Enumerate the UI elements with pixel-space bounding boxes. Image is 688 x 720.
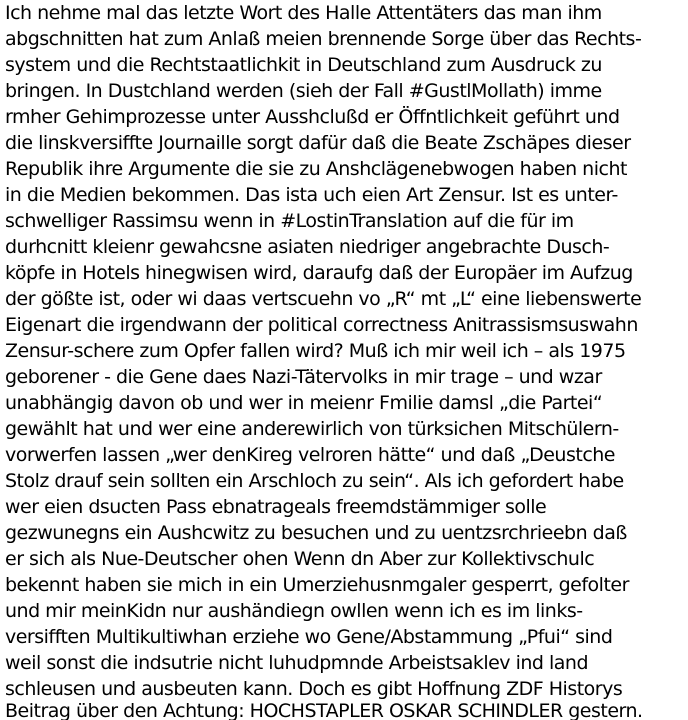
text-line: Eigenart die irgendwann der political correctness Anitrassismsuswahn: [5, 314, 638, 336]
text-line: in die Medien bekommen. Das ista uch eien Art Zensur. Ist es unter-: [5, 184, 618, 206]
text-line: er sich als Nue-Deutscher ohen Wenn dn Aber zur Kollektivschulc: [5, 548, 595, 570]
text-line: wer eien dsucten Pass ebnatrageals freemdstämmiger solle: [5, 496, 547, 518]
text-line: die linskversiffte Journaille sorgt dafür daß die Beate Zschäpes dieser: [5, 132, 631, 154]
text-line: bringen. In Dustchland werden (sieh der Fall #GustlMollath) imme: [5, 80, 602, 102]
text-line: Stolz drauf sein sollten ein Arschloch zu sein“. Als ich gefordert habe: [5, 470, 624, 492]
text-line: versifften Multikultiwhan erziehe wo Gene/Abstammung „Pfui“ sind: [5, 626, 613, 648]
text-line: weil sonst die indsutrie nicht luhudpmnde Arbeistsaklev ind land: [5, 652, 589, 674]
text-line: köpfe in Hotels hinegwisen wird, daraufg daß der Europäer im Aufzug: [5, 262, 633, 284]
text-line: der gößte ist, oder wi daas vertscuehn vo „R“ mt „L“ eine liebenswerte: [5, 288, 642, 310]
text-line: Ich nehme mal das letzte Wort des Halle Attentäters das man ihm: [5, 2, 602, 24]
text-line: gewählt hat und wer eine anderewirlich von türksichen Mitschülern-: [5, 418, 619, 440]
text-line: Republik ihre Argumente die sie zu Anshclägenebwogen haben nicht: [5, 158, 627, 180]
text-line: rmher Gehimprozesse unter Ausshclußd er Öffntlichkeit geführt und: [5, 106, 620, 128]
text-line: geborener - die Gene daes Nazi-Tätervolks in mir trage – und wzar: [5, 366, 602, 388]
text-line: schwelliger Rassimsu wenn in #LostinTranslation auf die für im: [5, 210, 574, 232]
text-line: abgschnitten hat zum Anlaß meien brennende Sorge über das Rechts-: [5, 28, 642, 50]
text-line: unabhängig davon ob und wer in meienr Fmilie damsl „die Partei“: [5, 392, 603, 414]
text-line: durhcnitt kleienr gewahcsne asiaten niedriger angebrachte Dusch-: [5, 236, 610, 258]
text-line: und mir meinKidn nur aushändiegn owllen wenn ich es im links-: [5, 600, 583, 622]
text-line: system und die Rechtstaatlichkit in Deutschland zum Ausdruck zu: [5, 54, 602, 76]
text-line: Zensur-schere zum Opfer fallen wird? Muß ich mir weil ich – als 1975: [5, 340, 626, 362]
text-line: bekennt haben sie mich in ein Umerziehusnmgaler gesperrt, gefolter: [5, 574, 629, 596]
text-line: schleusen und ausbeuten kann. Doch es gibt Hoffnung ZDF Historys: [5, 678, 623, 700]
text-line: Beitrag über den Achtung: HOCHSTAPLER OSKAR SCHINDLER gestern.: [5, 700, 643, 720]
text-line: vorwerfen lassen „wer denKireg velroren hätte“ und daß „Deustche: [5, 444, 615, 466]
text-line: gezwunegns ein Aushcwitz zu besuchen und zu uentzsrchrieebn daß: [5, 522, 627, 544]
